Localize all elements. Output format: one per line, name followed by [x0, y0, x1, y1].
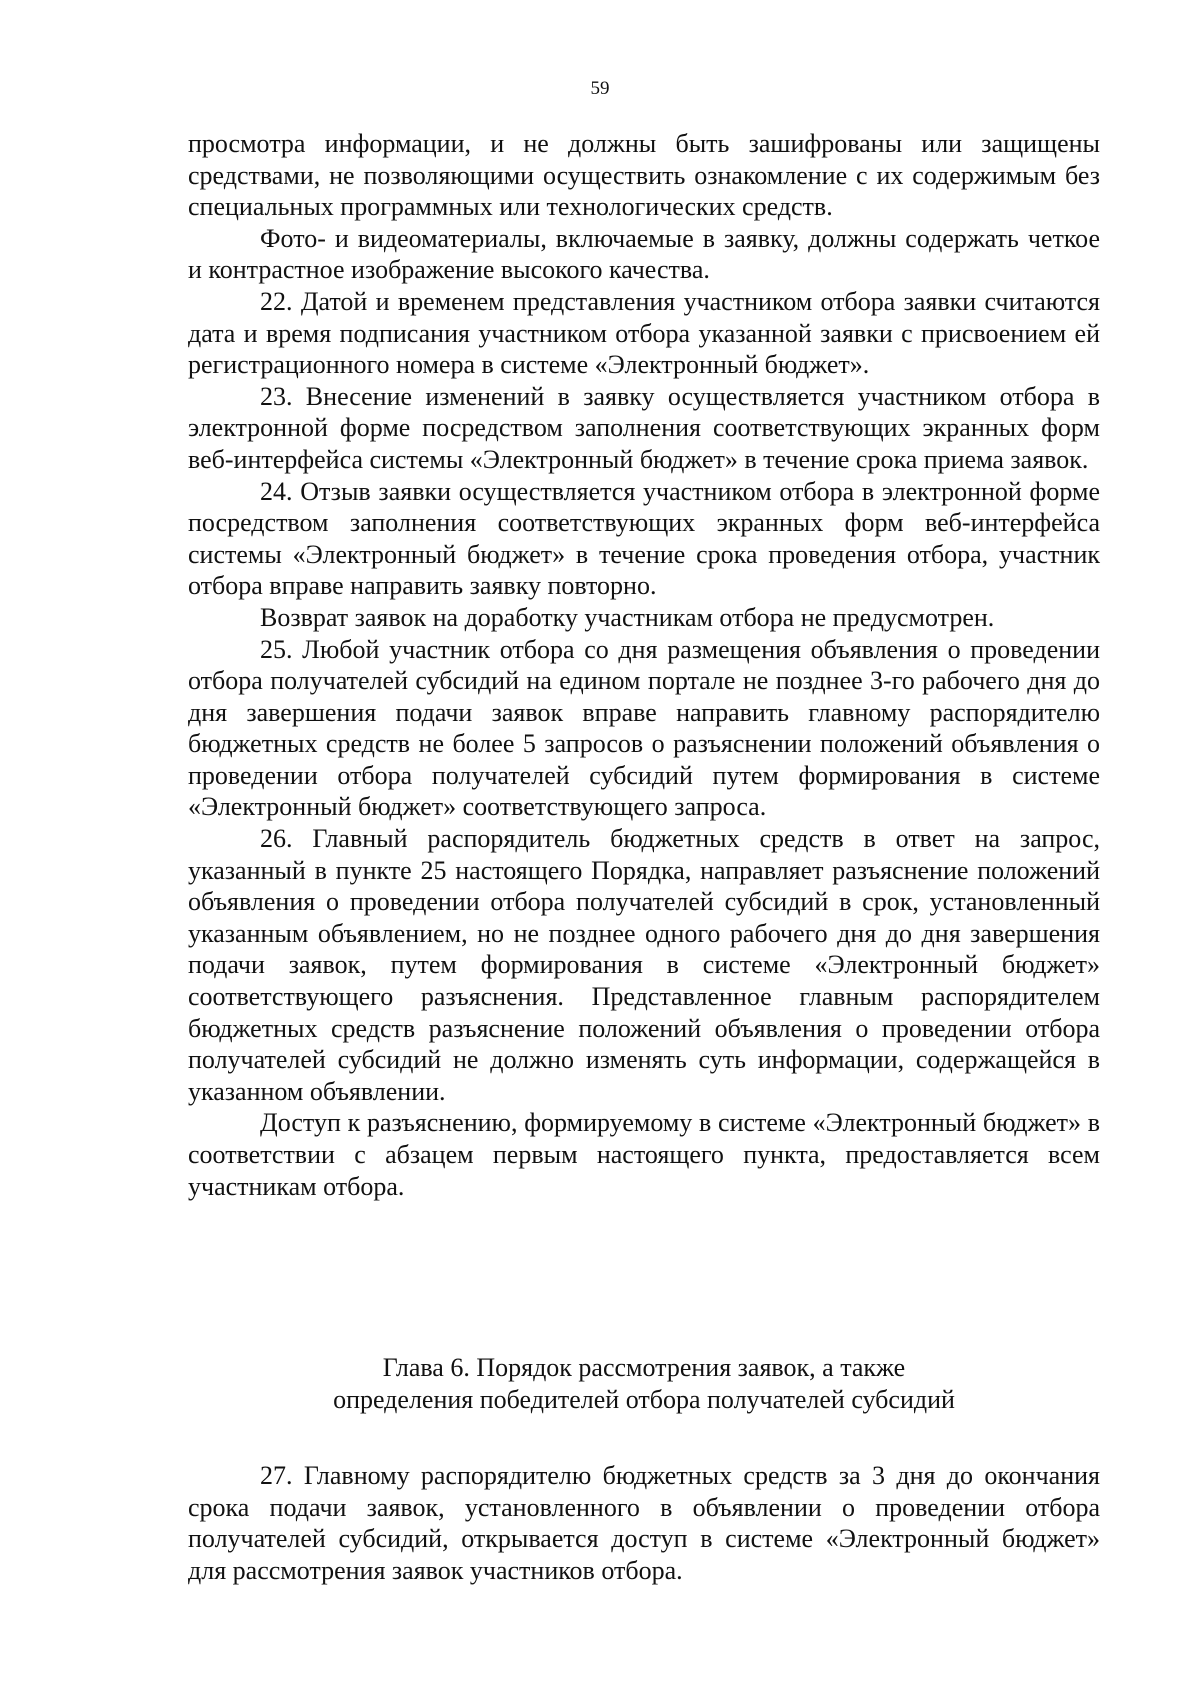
- paragraph-24: 24. Отзыв заявки осуществляется участником отбора в электронной форме посредством заполнения соответствующих экранных форм веб-интерфейса системы «Электронный бюджет» в течение срока проведения отбора, участник отбора вправе направить заявку повторно.: [188, 476, 1100, 601]
- body-text-bottom: [188, 1460, 1100, 1586]
- paragraph-25: 25. Любой участник отбора со дня размещения объявления о проведении отбора получателей субсидий на едином портале не позднее 3-го рабочего дня до дня завершения подачи заявок вправе направить главному распорядителю бюджетных средств не более 5 запросов о разъяснении положений объявления о проведении отбора получателей субсидий путем формирования в системе «Электронный бюджет» соответствующего запроса.: [188, 634, 1100, 822]
- paragraph: просмотра информации, и не должны быть зашифрованы или защищены средствами, не позволяющими осуществить ознакомление с их содержимым без специальных программных или технологических средств.: [188, 129, 1100, 222]
- chapter-heading: [188, 1352, 1100, 1416]
- body-text-top: [188, 128, 1100, 1202]
- chapter-heading-line: определения победителей отбора получателей субсидий: [333, 1385, 955, 1414]
- paragraph-22: 22. Датой и временем представления участником отбора заявки считаются дата и время подписания участником отбора указанной заявки с присвоением ей регистрационного номера в системе «Электронный бюджет».: [188, 286, 1100, 380]
- chapter-heading-line: Глава 6. Порядок рассмотрения заявок, а также: [382, 1353, 906, 1382]
- paragraph: Возврат заявок на доработку участникам отбора не предусмотрен.: [260, 602, 995, 632]
- paragraph: Фото- и видеоматериалы, включаемые в заявку, должны содержать четкое и контрастное изображение высокого качества.: [188, 223, 1100, 285]
- paragraph-23: 23. Внесение изменений в заявку осуществляется участником отбора в электронной форме посредством заполнения соответствующих экранных форм веб-интерфейса системы «Электронный бюджет» в течение срока приема заявок.: [188, 381, 1100, 474]
- paragraph: Доступ к разъяснению, формируемому в системе «Электронный бюджет» в соответствии с абзацем первым настоящего пункта, предоставляется всем участникам отбора.: [188, 1108, 1100, 1201]
- paragraph-27: 27. Главному распорядителю бюджетных средств за 3 дня до окончания срока подачи заявок, установленного в объявлении о проведении отбора получателей субсидий, открывается доступ в системе «Электронный бюджет» для рассмотрения заявок участников отбора.: [188, 1461, 1100, 1585]
- paragraph-26: 26. Главный распорядитель бюджетных средств в ответ на запрос, указанный в пункте 25 настоящего Порядка, направляет разъяснение положений объявления о проведении отбора получателей субсидий в срок, установленный указанным объявлением, но не позднее одного рабочего дня до дня завершения подачи заявок, путем формирования в системе «Электронный бюджет» соответствующего разъяснения. Представленное главным распорядителем бюджетных средств разъяснение положений объявления о проведении отбора получателей субсидий не должно изменять суть информации, содержащейся в указанном объявлении.: [188, 824, 1100, 1106]
- page-number: 59: [590, 78, 610, 99]
